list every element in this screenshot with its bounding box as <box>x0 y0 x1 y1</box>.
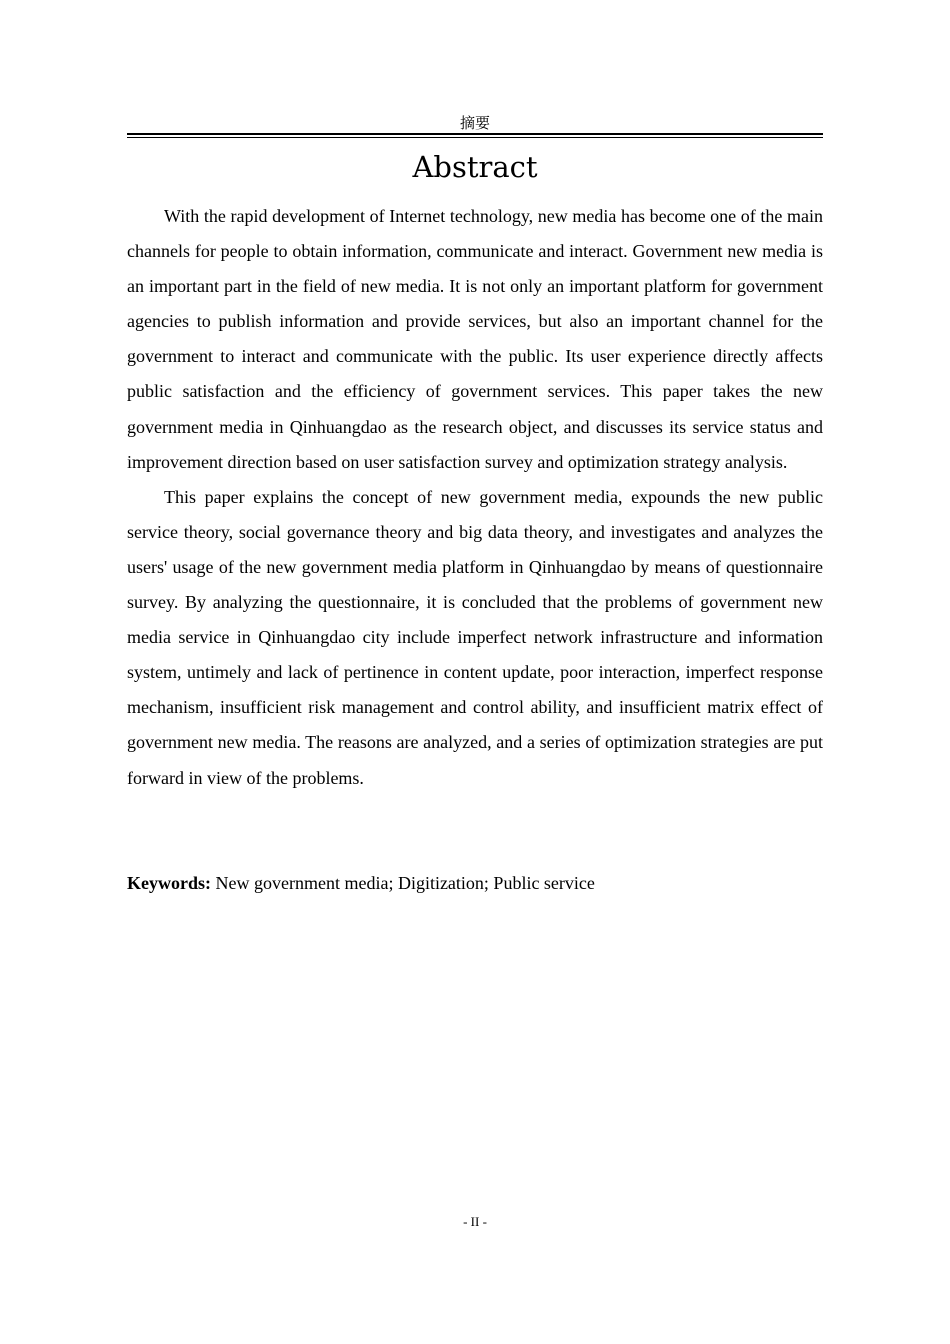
keywords-value: New government media; Digitization; Public service <box>215 873 595 893</box>
keywords-label: Keywords: <box>127 873 211 893</box>
keywords-line <box>127 866 823 901</box>
page-number: - II - <box>463 1214 487 1229</box>
running-header: 摘要 <box>459 114 490 132</box>
header-rule-thick <box>127 133 823 135</box>
abstract-paragraph-2: This paper explains the concept of new government media, expounds the new public service theory, social governance theory and big data theory, and investigates and analyzes the users' usage of the new government media platform in Qinhuangdao by means of questionnaire survey. By analyzing the questionnaire, it is concluded that the problems of government new media service in Qinhuangdao city include imperfect network infrastructure and information system, untimely and lack of pertinence in content update, poor interaction, imperfect response mechanism, insufficient risk management and control ability, and insufficient matrix effect of government new media. The reasons are analyzed, and a series of optimization strategies are put forward in view of the problems. <box>127 486 823 788</box>
abstract-title: Abstract <box>412 150 538 184</box>
header-rule-thin <box>127 137 823 138</box>
abstract-body <box>127 199 823 796</box>
abstract-paragraph-1: With the rapid development of Internet technology, new media has become one of the main channels for people to obtain information, communicate and interact. Government new media is an important part in the field of new media. It is not only an important platform for government agencies to publish information and provide services, but also an important channel for the government to interact and communicate with the public. Its user experience directly affects public satisfaction and the efficiency of government services. This paper takes the new government media in Qinhuangdao as the research object, and discusses its service status and improvement direction based on user satisfaction survey and optimization strategy analysis. <box>127 206 823 472</box>
